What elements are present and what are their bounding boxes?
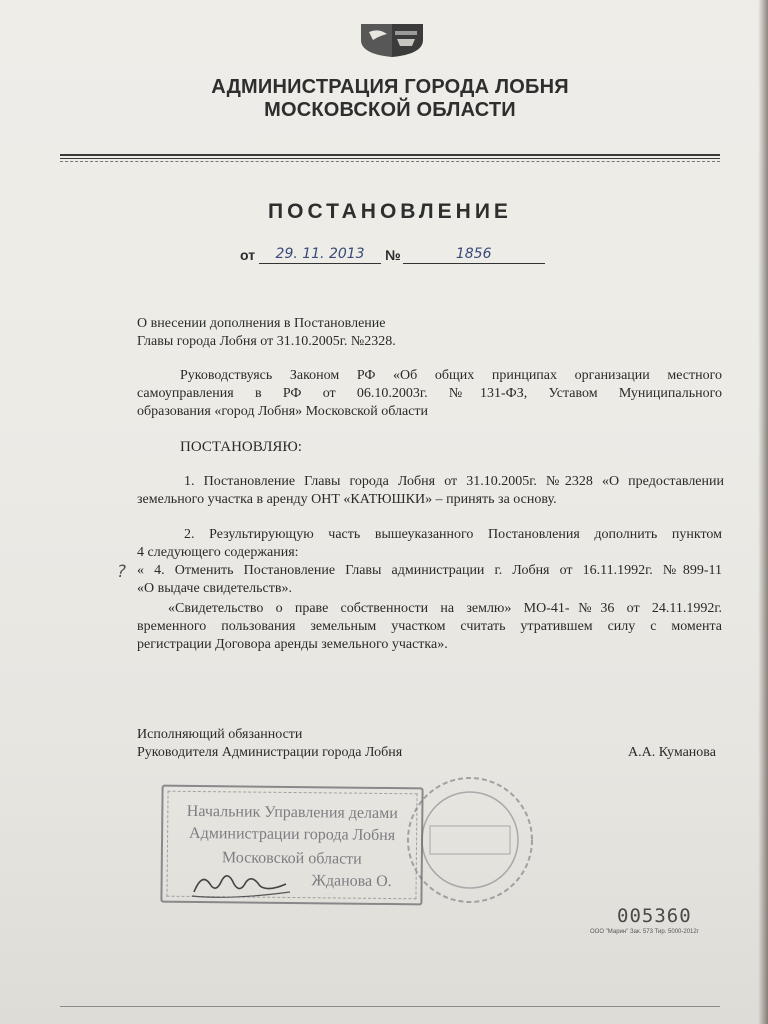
preamble-line-1: Руководствуясь Законом РФ «Об общих принципах организации местного xyxy=(180,368,722,383)
header-line-1: АДМИНИСТРАЦИЯ ГОРОДА ЛОБНЯ xyxy=(211,76,569,98)
subject-line-2: Главы города Лобня от 31.10.2005г. №2328. xyxy=(137,334,396,349)
coat-of-arms-emblem xyxy=(355,22,429,58)
item-2-line-3: « 4. Отменить Постановление Главы администрации г. Лобня от 16.11.1992г. №899-11 xyxy=(137,563,722,578)
header-rule-thin xyxy=(60,158,720,159)
item-2-line-7: регистрации Договора аренды земельного участка». xyxy=(137,637,448,652)
preamble-line-2: самоуправления в РФ от 06.10.2003г. №131-ФЗ, Уставом Муниципального xyxy=(137,386,722,401)
item-1-line-2: земельного участка в аренду ОНТ «КАТЮШКИ» – принять за основу. xyxy=(137,492,557,507)
printer-imprint: ООО "Марин" Зак. 573 Тир. 5000-2012г xyxy=(590,929,699,935)
header-rule-thick xyxy=(60,154,720,156)
date-number-line xyxy=(240,244,545,264)
stamp-line-4: Жданова О. xyxy=(311,872,392,891)
decree-word: ПОСТАНОВЛЯЮ: xyxy=(180,439,302,455)
number-value: 1856 xyxy=(403,245,545,264)
margin-question-mark: ? xyxy=(117,562,127,582)
date-value: 29. 11. 2013 xyxy=(259,245,381,264)
page-right-edge-shadow xyxy=(758,0,768,1024)
signatory-line-1: Исполняющий обязанности xyxy=(137,727,303,742)
item-2-line-1: 2. Результирующую часть вышеуказанного Постановления дополнить пунктом xyxy=(184,527,722,542)
bottom-rule xyxy=(60,1006,720,1007)
document-title: ПОСТАНОВЛЕНИЕ xyxy=(268,200,512,223)
stamp-line-1: Начальник Управления делами xyxy=(186,802,398,823)
signatory-name: А.А. Куманова xyxy=(628,745,716,760)
header-line-2: МОСКОВСКОЙ ОБЛАСТИ xyxy=(264,99,516,121)
item-1-line-1: 1. Постановление Главы города Лобня от 31.10.2005г. №2328 «О предоставлении xyxy=(184,474,724,489)
stamp-line-3: Московской области xyxy=(221,849,362,868)
serial-number: 005360 xyxy=(617,905,692,927)
subject-line-1: О внесении дополнения в Постановление xyxy=(137,316,386,331)
number-label: № xyxy=(385,247,401,263)
item-2-line-6: временного пользования земельным участком считать утратившем силу с момента xyxy=(137,619,722,634)
stamp-line-2: Администрации города Лобня xyxy=(188,824,396,845)
preamble-line-3: образования «город Лобня» Московской области xyxy=(137,404,429,419)
item-2-line-4: «О выдаче свидетельств». xyxy=(137,581,292,596)
item-2-line-5: «Свидетельство о праве собственности на землю» МО-41-№36 от 24.11.1992г. xyxy=(168,601,722,616)
handwritten-signature xyxy=(190,866,300,902)
signatory-line-2: Руководителя Администрации города Лобня xyxy=(137,745,403,760)
item-2-line-2: 4 следующего содержания: xyxy=(137,545,299,560)
date-from-label: от xyxy=(240,247,256,263)
header-rule-dashed xyxy=(60,161,720,162)
